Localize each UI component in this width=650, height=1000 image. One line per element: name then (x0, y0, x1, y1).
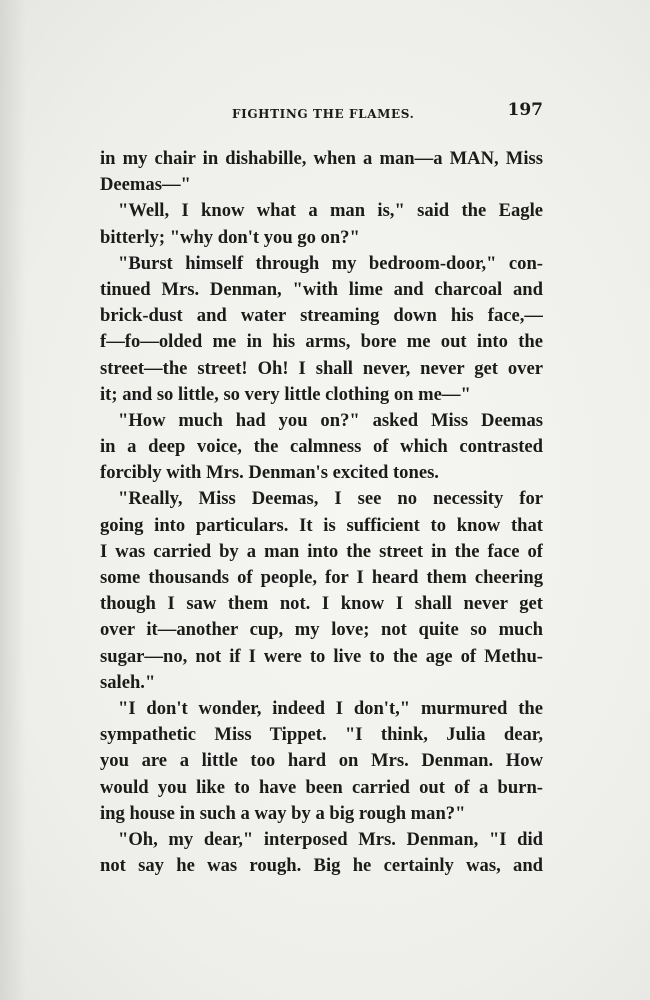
text-line: I was carried by a man into the street in the face of (100, 540, 543, 562)
text-line: f—fo—olded me in his arms, bore me out into the (100, 331, 543, 353)
text-line: "How much had you on?" asked Miss Deemas (118, 409, 543, 431)
page-header (100, 100, 543, 124)
page-gutter-shadow (0, 0, 26, 1000)
text-line: though I saw them not. I know I shall never get (100, 593, 543, 615)
text-line: would you like to have been carried out of a burn- (100, 776, 543, 798)
text-line: ing house in such a way by a big rough man?" (100, 802, 466, 824)
text-line: going into particulars. It is sufficient to know that (100, 514, 543, 536)
text-line: "Really, Miss Deemas, I see no necessity for (118, 488, 543, 510)
text-line: "I don't wonder, indeed I don't," murmured the (118, 697, 543, 719)
text-line: sugar—no, not if I were to live to the age of Methu- (100, 645, 543, 667)
text-line: tinued Mrs. Denman, "with lime and charcoal and (100, 278, 543, 300)
text-line: "Burst himself through my bedroom-door," con- (118, 252, 543, 274)
text-line: over it—another cup, my love; not quite so much (100, 619, 543, 641)
text-line: forcibly with Mrs. Denman's excited tones. (100, 462, 439, 484)
text-line: in my chair in dishabille, when a man—a MAN, Miss (100, 148, 543, 169)
text-line: brick-dust and water streaming down his face,— (100, 305, 543, 327)
text-line: street—the street! Oh! I shall never, never get over (100, 357, 543, 379)
text-line: sympathetic Miss Tippet. "I think, Julia dear, (100, 724, 543, 746)
text-line: saleh." (100, 671, 156, 693)
text-line: it; and so little, so very little clothing on me—" (100, 383, 471, 405)
text-line: bitterly; "why don't you go on?" (100, 226, 360, 248)
text-line: Deemas—" (100, 174, 191, 196)
text-line: "Oh, my dear," interposed Mrs. Denman, "I did (118, 828, 543, 850)
text-line: not say he was rough. Big he certainly was, and (100, 855, 543, 877)
running-head: FIGHTING THE FLAMES. (232, 107, 415, 121)
text-line: you are a little too hard on Mrs. Denman. How (100, 750, 543, 772)
text-line: in a deep voice, the calmness of which contrasted (100, 436, 543, 458)
text-line: some thousands of people, for I heard them cheering (100, 567, 543, 588)
text-line: "Well, I know what a man is," said the Eagle (118, 200, 543, 222)
page-number: 197 (507, 100, 543, 120)
body-text (100, 146, 543, 879)
